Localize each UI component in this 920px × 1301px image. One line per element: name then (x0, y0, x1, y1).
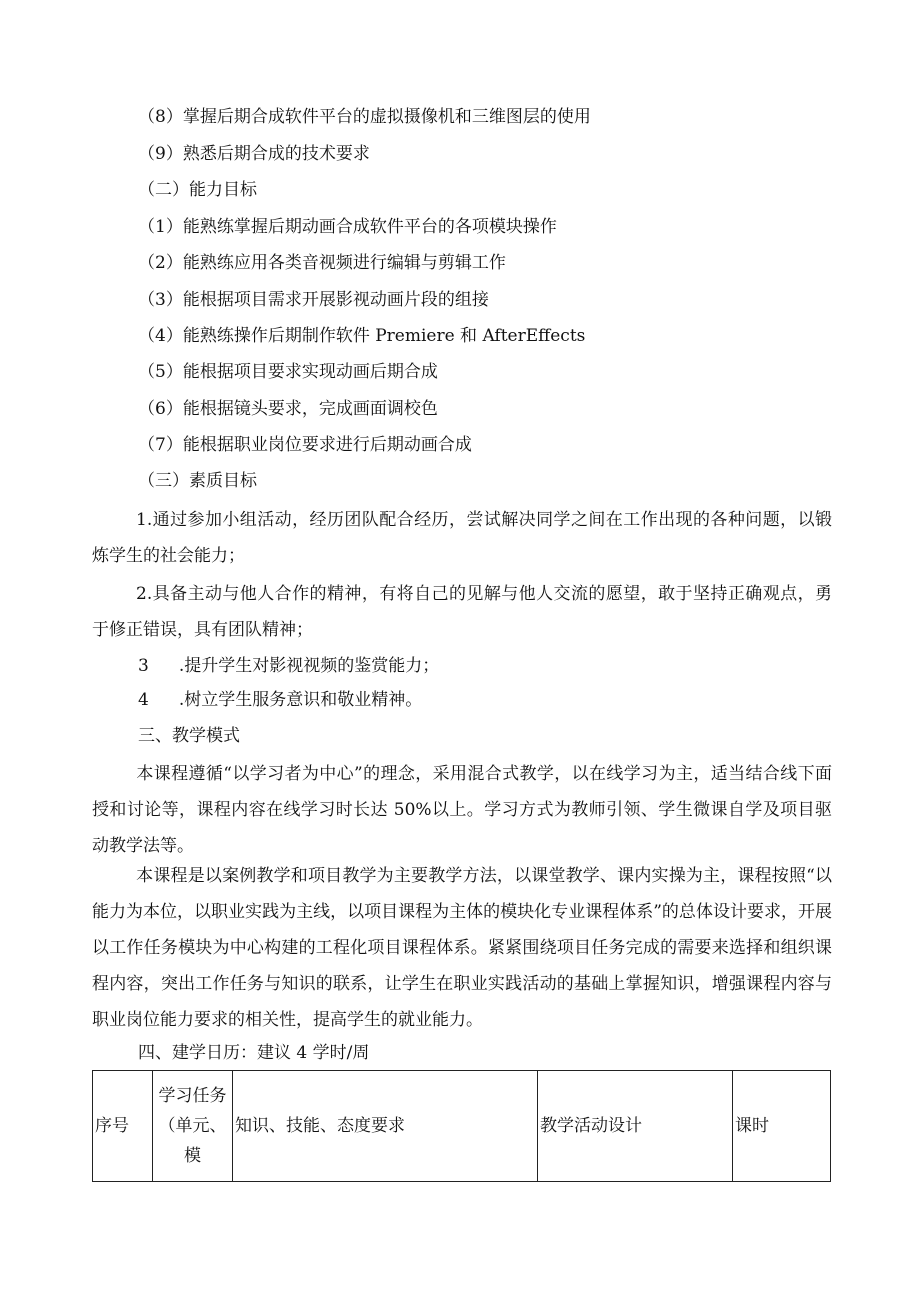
knowledge-goal-9: （9）熟悉后期合成的技术要求 (138, 144, 370, 164)
header-knowledge: 知识、技能、态度要求 (233, 1071, 538, 1182)
header-task: 学习任务 （单元、 模 (153, 1071, 233, 1182)
header-seq: 序号 (93, 1071, 153, 1182)
quality-goals-heading: （三）素质目标 (138, 471, 257, 491)
header-hours: 课时 (733, 1071, 831, 1182)
quality-goal-1: 1.通过参加小组活动，经历团队配合经历，尝试解决同学之间在工作出现的各种问题，以锻炼学生的社会能力； (92, 510, 832, 566)
table-header-row (93, 1071, 831, 1182)
ability-goal-5: （5）能根据项目要求实现动画后期合成 (138, 362, 438, 382)
teaching-mode-paragraph-1: 本课程遵循“以学习者为中心”的理念，采用混合式教学，以在线学习为主，适当结合线下面授和讨论等，课程内容在线学习时长达 50%以上。学习方式为教师引领、学生微课自学及项目驱动教学法等。 (92, 764, 832, 856)
ability-goal-1: （1）能熟练掌握后期动画合成软件平台的各项模块操作 (138, 217, 557, 237)
ability-goal-7: （7）能根据职业岗位要求进行后期动画合成 (138, 435, 472, 455)
quality-goal-4: 4 .树立学生服务意识和敬业精神。 (138, 690, 423, 710)
quality-goal-2: 2.具备主动与他人合作的精神，有将自己的见解与他人交流的愿望，敢于坚持正确观点，勇于修正错误，具有团队精神； (92, 584, 832, 640)
calendar-table (92, 1070, 831, 1182)
ability-goal-4: （4）能熟练操作后期制作软件 Premiere 和 AfterEffects (138, 326, 586, 346)
ability-goal-2: （2）能熟练应用各类音视频进行编辑与剪辑工作 (138, 253, 506, 273)
ability-goal-6: （6）能根据镜头要求，完成画面调校色 (138, 399, 438, 419)
ability-goal-3: （3）能根据项目需求开展影视动画片段的组接 (138, 290, 489, 310)
teaching-mode-heading: 三、教学模式 (138, 726, 240, 746)
ability-goals-heading: （二）能力目标 (138, 180, 257, 200)
header-activity: 教学活动设计 (538, 1071, 733, 1182)
teaching-mode-paragraph-2: 本课程是以案例教学和项目教学为主要教学方法，以课堂教学、课内实操为主，课程按照“以能力为本位，以职业实践为主线，以项目课程为主体的模块化专业课程体系”的总体设计要求，开展以工作任务模块为中心构建的工程化项目课程体系。紧紧围绕项目任务完成的需要来选择和组织课程内容，突出工作任务与知识的联系，让学生在职业实践活动的基础上掌握知识，增强课程内容与职业岗位能力要求的相关性，提高学生的就业能力。 (92, 866, 832, 1030)
knowledge-goal-8: （8）掌握后期合成软件平台的虚拟摄像机和三维图层的使用 (138, 107, 591, 127)
quality-goal-3: 3 .提升学生对影视视频的鉴赏能力； (138, 656, 440, 676)
calendar-heading: 四、建学日历：建议 4 学时/周 (138, 1043, 370, 1063)
